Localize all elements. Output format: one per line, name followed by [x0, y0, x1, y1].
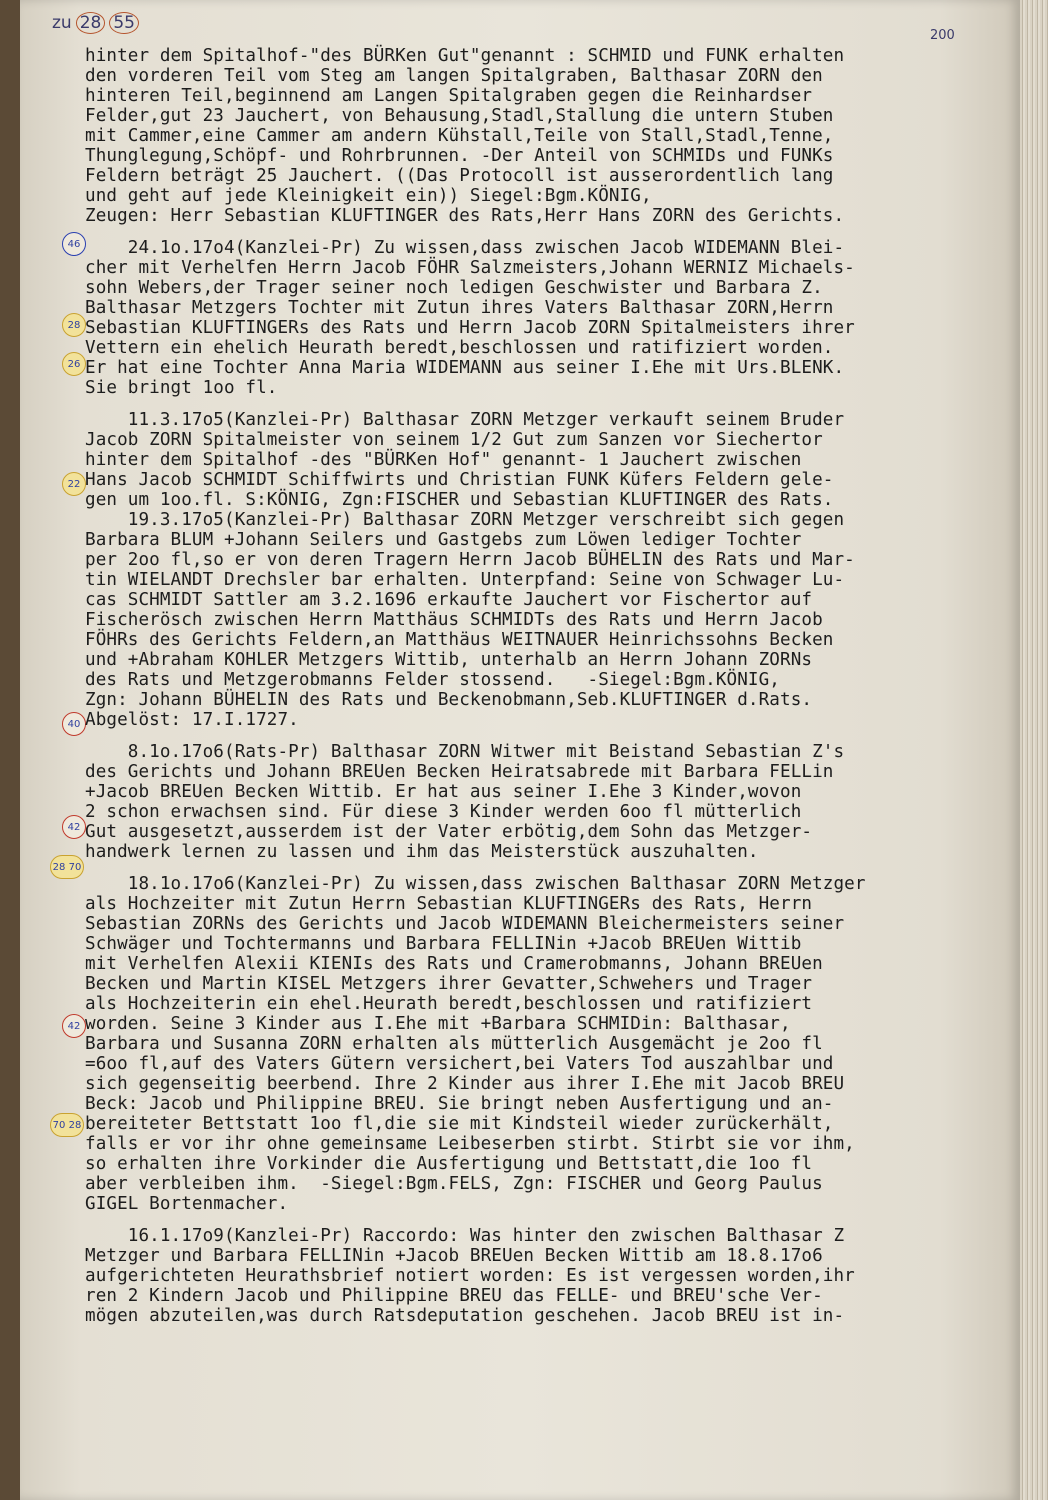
text-line: falls er vor ihr ohne gemeinsame Leibeserben stirbt. Stirbt sie vor ihm, — [85, 1134, 855, 1154]
text-line: aber verbleiben ihm. -Siegel:Bgm.FELS, Zgn: FISCHER und Georg Paulus — [85, 1174, 823, 1194]
margin-note: 42 — [62, 815, 86, 839]
margin-note: 46 — [62, 232, 86, 256]
text-line: Zeugen: Herr Sebastian KLUFTINGER des Rats,Herr Hans ZORN des Gerichts. — [85, 206, 845, 226]
text-line: worden. Seine 3 Kinder aus I.Ehe mit +Barbara SCHMIDin: Balthasar, — [85, 1014, 791, 1034]
text-line: Barbara und Susanna ZORN erhalten als mütterlich Ausgemächt je 2oo fl — [85, 1034, 823, 1054]
text-line: FÖHRs des Gerichts Feldern,an Matthäus WEITNAUER Heinrichssohns Becken — [85, 630, 834, 650]
book-page-edges — [1020, 0, 1048, 1500]
text-line: Gut ausgesetzt,ausserdem ist der Vater erbötig,dem Sohn das Metzger- — [85, 822, 813, 842]
text-line: Er hat eine Tochter Anna Maria WIDEMANN aus seiner I.Ehe mit Urs.BLENK. — [85, 358, 845, 378]
paragraph — [85, 1226, 1005, 1326]
text-line: bereiteter Bettstatt 1oo fl,die sie mit Kindsteil wieder zurückerhält, — [85, 1114, 834, 1134]
text-line: hinter dem Spitalhof-"des BÜRKen Gut"genannt : SCHMID und FUNK erhalten — [85, 46, 845, 66]
text-line: 18.1o.17o6(Kanzlei-Pr) Zu wissen,dass zwischen Balthasar ZORN Metzger — [85, 874, 866, 894]
text-line: Sie bringt 1oo fl. — [85, 378, 278, 398]
header-prefix: zu — [52, 13, 72, 33]
text-line: hinter dem Spitalhof -des "BÜRKen Hof" genannt- 1 Jauchert zwischen — [85, 450, 802, 470]
text-line: tin WIELANDT Drechsler bar erhalten. Unterpfand: Seine von Schwager Lu- — [85, 570, 845, 590]
text-line: Sebastian KLUFTINGERs des Rats und Herrn Jacob ZORN Spitalmeisters ihrer — [85, 318, 855, 338]
paragraph — [85, 742, 1005, 862]
text-line: 19.3.17o5(Kanzlei-Pr) Balthasar ZORN Metzger verschreibt sich gegen — [85, 510, 845, 530]
text-line: cas SCHMIDT Sattler am 3.2.1696 erkaufte Jauchert vor Fischertor auf — [85, 590, 813, 610]
text-line: Vettern ein ehelich Heurath beredt,beschlossen und ratifiziert worden. — [85, 338, 834, 358]
text-line: 8.1o.17o6(Rats-Pr) Balthasar ZORN Witwer mit Beistand Sebastian Z's — [85, 742, 845, 762]
text-line: Sebastian ZORNs des Gerichts und Jacob WIDEMANN Bleichermeisters seiner — [85, 914, 845, 934]
text-line: 16.1.17o9(Kanzlei-Pr) Raccordo: Was hinter den zwischen Balthasar Z — [85, 1226, 845, 1246]
paragraph — [85, 874, 1005, 1214]
margin-note: 22 — [62, 472, 86, 496]
page-number: 200 — [930, 28, 955, 43]
page-header — [52, 8, 139, 38]
text-line: Barbara BLUM +Johann Seilers und Gastgebs zum Löwen lediger Tochter — [85, 530, 802, 550]
text-line: als Hochzeiter mit Zutun Herrn Sebastian KLUFTINGERs des Rats, Herrn — [85, 894, 813, 914]
text-line: Beck: Jacob und Philippine BREU. Sie bringt neben Ausfertigung und an- — [85, 1094, 834, 1114]
text-line: ren 2 Kindern Jacob und Philippine BREU das FELLE- und BREU'sche Ver- — [85, 1286, 823, 1306]
text-line: und geht auf jede Kleinigkeit ein)) Siegel:Bgm.KÖNIG, — [85, 186, 652, 206]
text-line: so erhalten ihre Vorkinder die Ausfertigung und Bettstatt,die 1oo fl — [85, 1154, 813, 1174]
text-line: Jacob ZORN Spitalmeister von seinem 1/2 Gut zum Sanzen vor Siechertor — [85, 430, 823, 450]
margin-note: 42 — [62, 1014, 86, 1038]
text-line: handwerk lernen zu lassen und ihm das Meisterstück auszuhalten. — [85, 842, 759, 862]
text-line: sich gegenseitig beerbend. Ihre 2 Kinder aus ihrer I.Ehe mit Jacob BREU — [85, 1074, 845, 1094]
text-line: Metzger und Barbara FELLINin +Jacob BREUen Becken Wittib am 18.8.17o6 — [85, 1246, 823, 1266]
text-line: Thunglegung,Schöpf- und Rohrbrunnen. -Der Anteil von SCHMIDs und FUNKs — [85, 146, 834, 166]
text-line: und +Abraham KOHLER Metzgers Wittib, unterhalb an Herrn Johann ZORNs — [85, 650, 813, 670]
text-line: sohn Webers,der Trager seiner noch ledigen Geschwister und Barbara Z. — [85, 278, 823, 298]
text-line: als Hochzeiterin ein ehel.Heurath beredt,beschlossen und ratifiziert — [85, 994, 813, 1014]
margin-note: 28 70 — [50, 855, 84, 879]
paragraph — [85, 46, 1005, 226]
text-line: gen um 1oo.fl. S:KÖNIG, Zgn:FISCHER und Sebastian KLUFTINGER des Rats. — [85, 490, 834, 510]
text-line: den vorderen Teil vom Steg am langen Spitalgraben, Balthasar ZORN den — [85, 66, 823, 86]
paragraph — [85, 410, 1005, 730]
text-line: Abgelöst: 17.I.1727. — [85, 710, 299, 730]
text-line: 2 schon erwachsen sind. Für diese 3 Kinder werden 6oo fl mütterlich — [85, 802, 802, 822]
text-line: Balthasar Metzgers Tochter mit Zutun ihres Vaters Balthasar ZORN,Herrn — [85, 298, 834, 318]
margin-note: 28 — [62, 313, 86, 337]
text-line: Hans Jacob SCHMIDT Schiffwirts und Christian FUNK Küfers Feldern gele- — [85, 470, 834, 490]
text-line: Becken und Martin KISEL Metzgers ihrer Gevatter,Schwehers und Trager — [85, 974, 813, 994]
text-line: Zgn: Johann BÜHELIN des Rats und Beckenobmann,Seb.KLUFTINGER d.Rats. — [85, 690, 813, 710]
margin-note: 70 28 — [50, 1113, 84, 1137]
text-line: 11.3.17o5(Kanzlei-Pr) Balthasar ZORN Metzger verkauft seinem Bruder — [85, 410, 845, 430]
text-line: mit Verhelfen Alexii KIENIs des Rats und Cramerobmanns, Johann BREUen — [85, 954, 823, 974]
margin-note: 40 — [62, 712, 86, 736]
text-line: mögen abzuteilen,was durch Ratsdeputation geschehen. Jacob BREU ist in- — [85, 1306, 845, 1326]
text-line: hinteren Teil,beginnend am Langen Spitalgraben gegen die Reinhardser — [85, 86, 813, 106]
text-line: 24.1o.17o4(Kanzlei-Pr) Zu wissen,dass zwischen Jacob WIDEMANN Blei- — [85, 238, 845, 258]
text-line: Feldern beträgt 25 Jauchert. ((Das Protocoll ist ausserordentlich lang — [85, 166, 834, 186]
margin-note: 26 — [62, 352, 86, 376]
text-line: cher mit Verhelfen Herrn Jacob FÖHR Salzmeisters,Johann WERNIZ Michaels- — [85, 258, 855, 278]
text-line: Felder,gut 23 Jauchert, von Behausung,Stadl,Stallung die untern Stuben — [85, 106, 834, 126]
text-line: =6oo fl,auf des Vaters Gütern versichert,bei Vaters Tod auszahlbar und — [85, 1054, 834, 1074]
text-line: GIGEL Bortenmacher. — [85, 1194, 289, 1214]
header-ref-1: 28 — [76, 12, 106, 34]
text-line: Schwäger und Tochtermanns und Barbara FELLINin +Jacob BREUen Wittib — [85, 934, 802, 954]
text-line: aufgerichteten Heurathsbrief notiert worden: Es ist vergessen worden,ihr — [85, 1266, 855, 1286]
text-line: des Rats und Metzgerobmanns Felder stossend. -Siegel:Bgm.KÖNIG, — [85, 670, 781, 690]
header-ref-2: 55 — [109, 12, 139, 34]
text-line: Fischerösch zwischen Herrn Matthäus SCHMIDTs des Rats und Herrn Jacob — [85, 610, 823, 630]
text-line: des Gerichts und Johann BREUen Becken Heiratsabrede mit Barbara FELLin — [85, 762, 834, 782]
text-line: +Jacob BREUen Becken Wittib. Er hat aus seiner I.Ehe 3 Kinder,wovon — [85, 782, 802, 802]
document-body — [85, 46, 1005, 1326]
text-line: mit Cammer,eine Cammer am andern Kühstall,Teile von Stall,Stadl,Tenne, — [85, 126, 834, 146]
paragraph — [85, 238, 1005, 398]
text-line: per 2oo fl,so er von deren Tragern Herrn Jacob BÜHELIN des Rats und Mar- — [85, 550, 855, 570]
